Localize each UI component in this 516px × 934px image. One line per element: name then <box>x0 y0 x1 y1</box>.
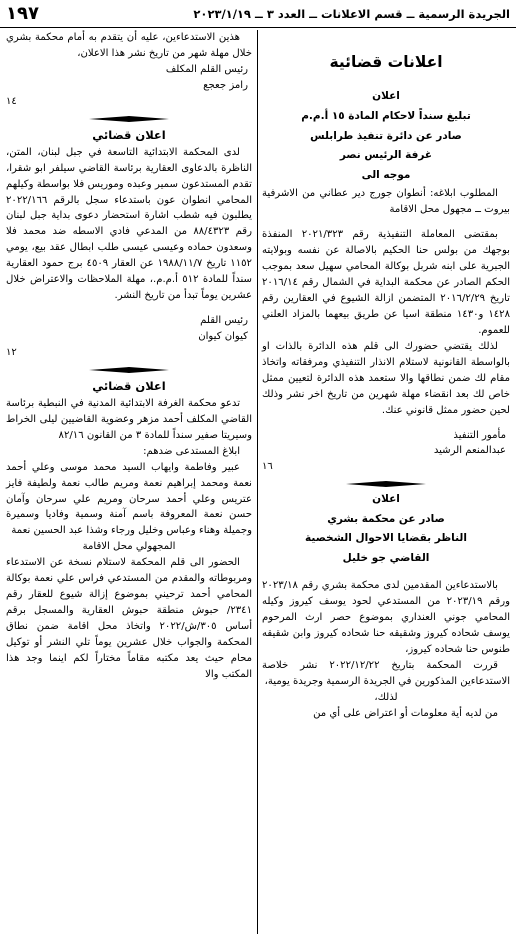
notice-title-line: صادر عن محكمة بشري <box>327 512 445 525</box>
notice-subheading: ابلاغ المستدعى ضدهم: <box>143 445 240 457</box>
notice-label: اعلان <box>372 493 400 506</box>
notice-body: الحضور الى قلم المحكمة لاستلام نسخة عن الاستدعاء ومربوطاته والمقدم من المستدعي فراس علي نعمة بوكالة المحامي أحمد ترحيني بموضوع إزالة شيوع للعقار رقم ٢٣٤١/ حبوش منطقة حبوش العقارية والمسجل برقم أساس ٣٠٥/ش/٢٠٢٢ واتخاذ محل اقامة ضمن نطاق المحكمة والجواب خلال عشرين يوماً تلي النشر أو توكيل محام حيث يعد مكتبه مقاماً مختاراً لكم اينما وجد هذا المكتب والا <box>6 557 253 680</box>
notice-body: لدى المحكمة الابتدائية التاسعة في جبل لبنان، المتن، الناظرة بالدعاوى العقارية برئاسة القاضي سيلفر ابو شقرا، تقدم المستدعون سمير وعبده وموريس فلا بواسطة وكيلهم المحامي انطوان عون باستدعاء سجل بالرقم ٢٠٢٢/١٦٦ يطلبون فيه شطب اشارة استحضار دعوى بداية جبل لبنان رقم ٨٨/٤٣٢٣ من المدعي فادي الاسطه ضد محمد فلا وسعدون حماده وعيسى عيسى طلب ابطال عقد بيع، يومي ١١٥٢ تاريخ ١٩٨٨/١١/٧ عن العقار ٤٥٠٩ برج حمود العقارية سنداً للمادة ٥١٢ أ.م.م.، مهلة الملاحظات والاعتراض خلال عشرين يوماً تبدأ من تاريخ النشر. <box>6 146 252 302</box>
notice-label: اعلان قضائي <box>92 127 166 142</box>
notice-body: تدعو محكمة الغرفة الابتدائية المدنية في النبطية برئاسة القاضي المكلف أحمد مزهر وعضوية القاضيين ليلى الخراط وسيريتا صفير سنداً للمادة ٣ من القانون ٨٢/١٦ <box>6 397 252 441</box>
notice-nabatieh-court <box>6 377 252 683</box>
notice-conclusion: لذلك، <box>374 692 398 704</box>
notice-title-line: غرفة الرئيس نصر <box>339 149 433 162</box>
notice-title-line: القاضي جو خليل <box>342 551 430 564</box>
notice-label: اعلان قضائي <box>92 378 166 393</box>
notice-bsharri <box>262 491 510 722</box>
running-head: الجريدة الرسمية ــ قسم الاعلانات ــ العدد ٣ ــ ٢٠٢٣/١/١٩ <box>193 7 510 21</box>
notice-number: ١٤ <box>6 95 17 107</box>
left-column <box>0 30 256 934</box>
notice-number: ١٢ <box>6 346 17 358</box>
notice-body: بالاستدعاءين المقدمين لدى محكمة بشري رقم ٢٠٢٣/١٨ ورقم ٢٠٢٣/١٩ من المستدعي لحود يوسف كيروز وكيله المحامي جوني العنداري بموضوع حصر ارث المرحوم يوسف شحاده كيروز وشقيقه حنا شحاده كيروز وابن شقيقه طنوس حنا شحاده كيروز، <box>262 580 510 656</box>
notice-label: اعلان <box>372 90 400 103</box>
notice-recipient: المطلوب ابلاغه: أنطوان جورج دير عطاني من الاشرفية بيروت ــ مجهول محل الاقامة <box>262 188 510 216</box>
notice-number: ١٦ <box>262 461 273 473</box>
divider-ornament <box>89 115 169 123</box>
signer-title: رئيس القلم <box>200 315 248 327</box>
notice-title-line: الناظر بقضايا الاحوال الشخصية <box>305 532 467 545</box>
section-title: اعلانات قضائية <box>329 53 443 71</box>
notice-subheading: المجهولي محل الاقامة <box>82 541 176 553</box>
notice-body: من لديه أية معلومات أو اعتراض على أي من <box>313 707 498 719</box>
continuation-text: هذين الاستدعاءين، عليه أن يتقدم به أمام محكمة بشري خلال مهلة شهر من تاريخ نشر هذا الاعلان، <box>6 32 252 59</box>
signer-name: رامز جعجع <box>203 79 248 91</box>
signer-title: مأمور التنفيذ <box>453 429 506 441</box>
signer-name: عبدالمنعم الرشيد <box>433 445 506 457</box>
notice-title-line: تبليغ سنداً لاحكام المادة ١٥ أ.م.م <box>301 110 471 123</box>
notice-body: بمقتضى المعاملة التنفيذية رقم ٢٠٢١/٣٢٣ المنفذة بوجهك من بولس حنا الحكيم بالاصالة عن نفسه وبولايته الجبرية على ابنه شربل بوكالة المحامي سهيل سعد بموجب الحكم الصادر عن محكمة البداية في الشمال رقم ٢٠١٦/١٤ تاريخ ٢٠١٦/٢/٢٩ المتضمن ازالة الشيوع في العقارين رقم ١٤٢٨ و١٤٣٠ منطقة اسيا عن طريق بيعهما بالمزاد العلني للعموم. <box>262 229 510 336</box>
notice-body: قررت المحكمة بتاريخ ٢٠٢٢/١٢/٢٢ نشر خلاصة الاستدعاءين المذكورين في الجريدة الرسمية وجريدة يومية، <box>262 660 510 688</box>
page-header <box>0 0 516 28</box>
notice-execution <box>262 88 510 475</box>
divider-ornament <box>89 366 169 374</box>
notice-body: لذلك يقتضي حضورك الى قلم هذه الدائرة بالذات او بالواسطة القانونية لاستلام الانذار التنفيذي ومرفقاته واتخاذ مقام لك ضمن نطاقها والا ستعمد هذه الدائرة لتعيين ممثل خاص لك بعد انقضاء مهلة شهرين من تاريخ اخر نشر وذلك لحين حضور ممثل قانوني عنك. <box>262 340 510 416</box>
notice-title-line: صادر عن دائرة تنفيذ طرابلس <box>310 129 462 142</box>
divider-ornament <box>346 480 426 488</box>
page-number: ١٩٧ <box>6 3 39 24</box>
signer-title: رئيس القلم المكلف <box>165 63 248 75</box>
notice-body: عبير وفاطمة وايهاب السيد محمد موسى وعلي أحمد نعمة ومحمد إبراهيم نعمة ومريم طالب نعمة ولطيفة فايز عتريس وعلي أحمد سرحان ومريم علي سرحان وآمان حسن نعمة المعروفة باسم آمنة وسمية وفاديا وسميرة وجميلة وهناء وعباس وخليل ورجاء وشذا عبد الحسين نعمة <box>6 461 252 537</box>
right-column <box>258 30 516 934</box>
notice-title-line: موجه الى <box>361 168 411 181</box>
signer-name: كيوان كيوان <box>198 331 248 343</box>
notice-metn-court <box>6 126 252 361</box>
